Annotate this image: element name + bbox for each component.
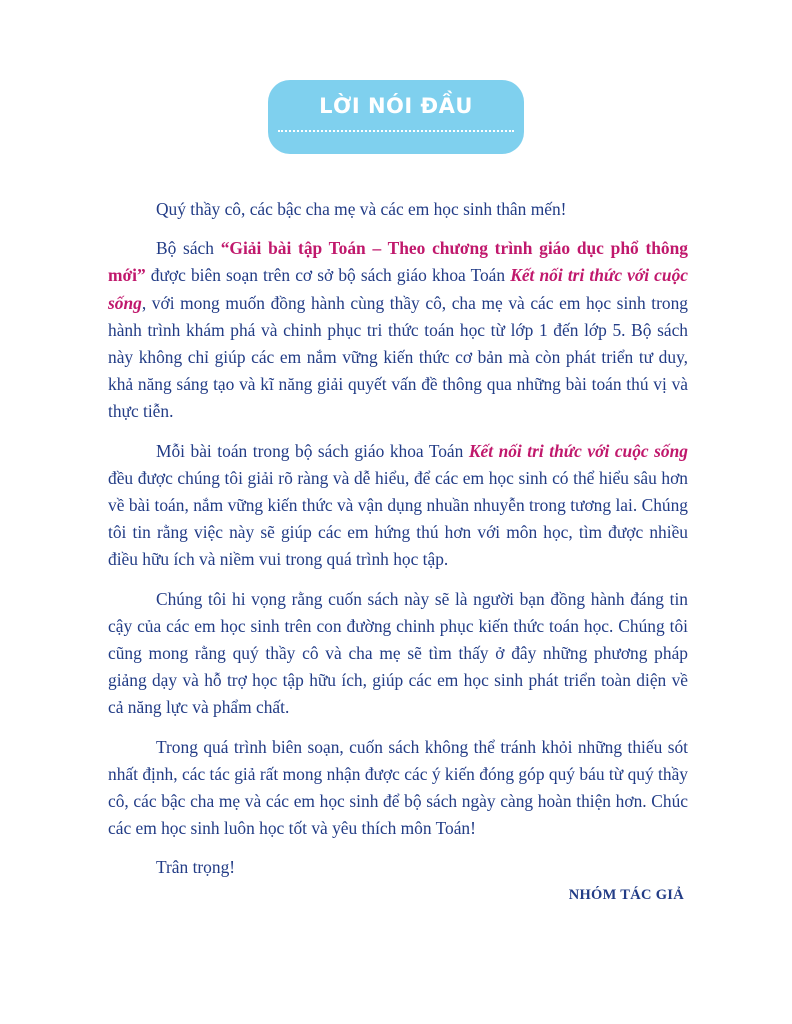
closing: Trân trọng!	[156, 857, 236, 878]
signature: NHÓM TÁC GIẢ	[568, 887, 684, 903]
series-name: Kết nối tri thức với cuộc sống	[108, 265, 688, 313]
title-dotted-divider	[278, 130, 514, 132]
greeting: Quý thầy cô, các bậc cha mẹ và các em học sinh thân mến!	[156, 199, 567, 219]
paragraph-1	[108, 235, 688, 425]
page-title: LỜI NÓI ĐẦU	[319, 94, 473, 118]
preface-body	[108, 196, 688, 894]
paragraph-2-text-a: Mỗi bài toán trong bộ sách giáo khoa Toán	[156, 440, 469, 461]
paragraph-2	[108, 438, 688, 574]
paragraph-1-text-c: , với mong muốn đồng hành cùng thầy cô, cha mẹ và các em học sinh trong hành trình khám phá và chinh phục tri thức toán học từ lớp 1 đến lớp 5. Bộ sách này không chỉ giúp các em nắm vững kiến thức cơ bản mà còn phát triển tư duy, khả năng sáng tạo và kĩ năng giải quyết vấn đề thông qua những bài toán thú vị và thực tiễn.	[108, 292, 688, 422]
series-name: Kết nối tri thức với cuộc sống	[468, 440, 688, 461]
paragraph-4: Trong quá trình biên soạn, cuốn sách không thể tránh khỏi những thiếu sót nhất định, các tác giả rất mong nhận được các ý kiến đóng góp quý báu từ quý thầy cô, các bậc cha mẹ và các em học sinh để bộ sách ngày càng hoàn thiện hơn. Chúc các em học sinh luôn học tốt và yêu thích môn Toán!	[108, 736, 688, 839]
paragraph-3: Chúng tôi hi vọng rằng cuốn sách này sẽ là người bạn đồng hành đáng tin cậy của các em học sinh trên con đường chinh phục kiến thức toán học. Chúng tôi cũng mong rằng quý thầy cô và cha mẹ sẽ tìm thấy ở đây những phương pháp giảng dạy và hỗ trợ học tập hữu ích, giúp các em học sinh phát triển toàn diện về cả năng lực và phẩm chất.	[108, 588, 688, 718]
paragraph-1-text-a: Bộ sách	[156, 238, 221, 259]
paragraph-2-text-b: đều được chúng tôi giải rõ ràng và dễ hiểu, để các em học sinh có thể hiểu sâu hơn về bài toán, nắm vững kiến thức và vận dụng nhuần nhuyễn trong tương lai. Chúng tôi tin rằng việc này sẽ giúp các em hứng thú hơn với môn học, tìm được nhiều điều hữu ích và niềm vui trong quá trình học tập.	[108, 467, 688, 570]
book-title: “Giải bài tập Toán – Theo chương trình giáo dục phổ thông mới”	[108, 238, 688, 286]
paragraph-1-text-b: được biên soạn trên cơ sở bộ sách giáo khoa Toán	[145, 265, 511, 286]
title-banner	[268, 80, 524, 154]
